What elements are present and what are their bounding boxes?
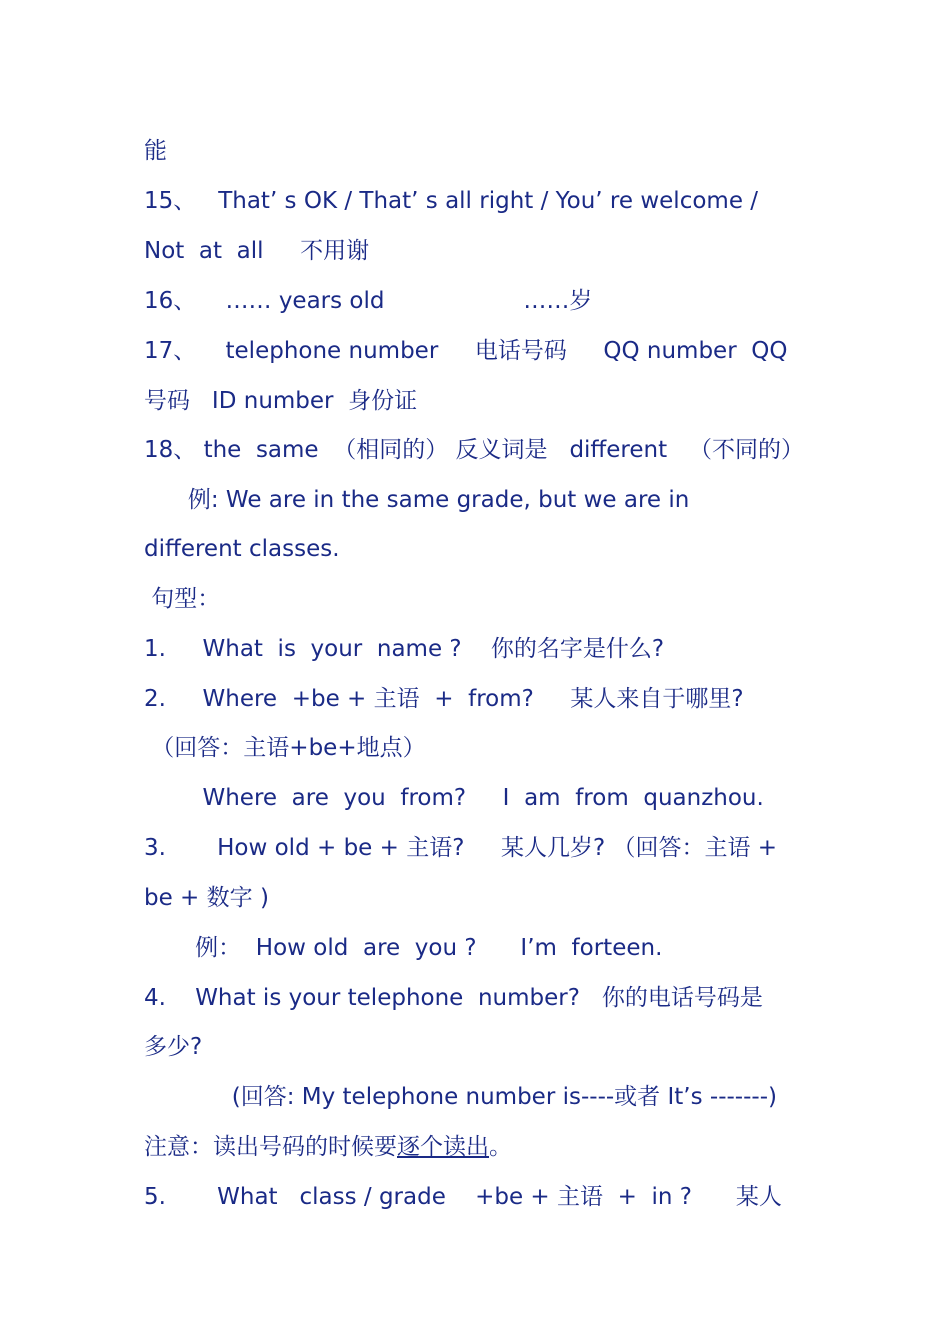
- text-line: 多少?: [144, 1034, 203, 1060]
- text-line: Not at all 不用谢: [144, 238, 370, 264]
- section-heading: 句型：: [144, 586, 221, 612]
- note-underlined-text: 逐个读出: [397, 1134, 489, 1160]
- example-line: 例： How old are you ? I’m forteen.: [144, 935, 663, 961]
- answer-line: （回答：主语+be+地点）: [144, 735, 426, 761]
- pattern-4-line: 4. What is your telephone number? 你的电话号码是: [144, 985, 763, 1011]
- pattern-3-line: 3. How old + be + 主语? 某人几岁? （回答：主语 +: [144, 835, 778, 861]
- pattern-2-line: 2. Where +be + 主语 + from? 某人来自于哪里?: [144, 686, 744, 712]
- pattern-5-line: 5. What class / grade +be + 主语 + in ? 某人: [144, 1184, 782, 1210]
- text-line: be + 数字 ): [144, 885, 269, 911]
- note-text: 注意：读出号码的时候要: [144, 1134, 397, 1160]
- item-17-line: 17、 telephone number 电话号码 QQ number QQ: [144, 338, 788, 364]
- note-period: 。: [489, 1134, 512, 1160]
- item-15-line: 15、 That’ s OK / That’ s all right / You’ re welcome /: [144, 188, 759, 214]
- pattern-1-line: 1. What is your name ? 你的名字是什么?: [144, 636, 665, 662]
- example-line: Where are you from? I am from quanzhou.: [144, 785, 764, 811]
- note-line: [144, 1132, 512, 1162]
- text-line: 号码 ID number 身份证: [144, 388, 418, 414]
- item-16-line: 16、 …… years old ……岁: [144, 288, 593, 314]
- answer-line: (回答: My telephone number is----或者 It’s -------): [144, 1084, 777, 1110]
- example-line: 例: We are in the same grade, but we are in: [144, 487, 690, 513]
- text-line: different classes.: [144, 536, 340, 562]
- text-line: 能: [144, 138, 167, 164]
- item-18-line: 18、 the same （相同的） 反义词是 different （不同的）: [144, 437, 805, 463]
